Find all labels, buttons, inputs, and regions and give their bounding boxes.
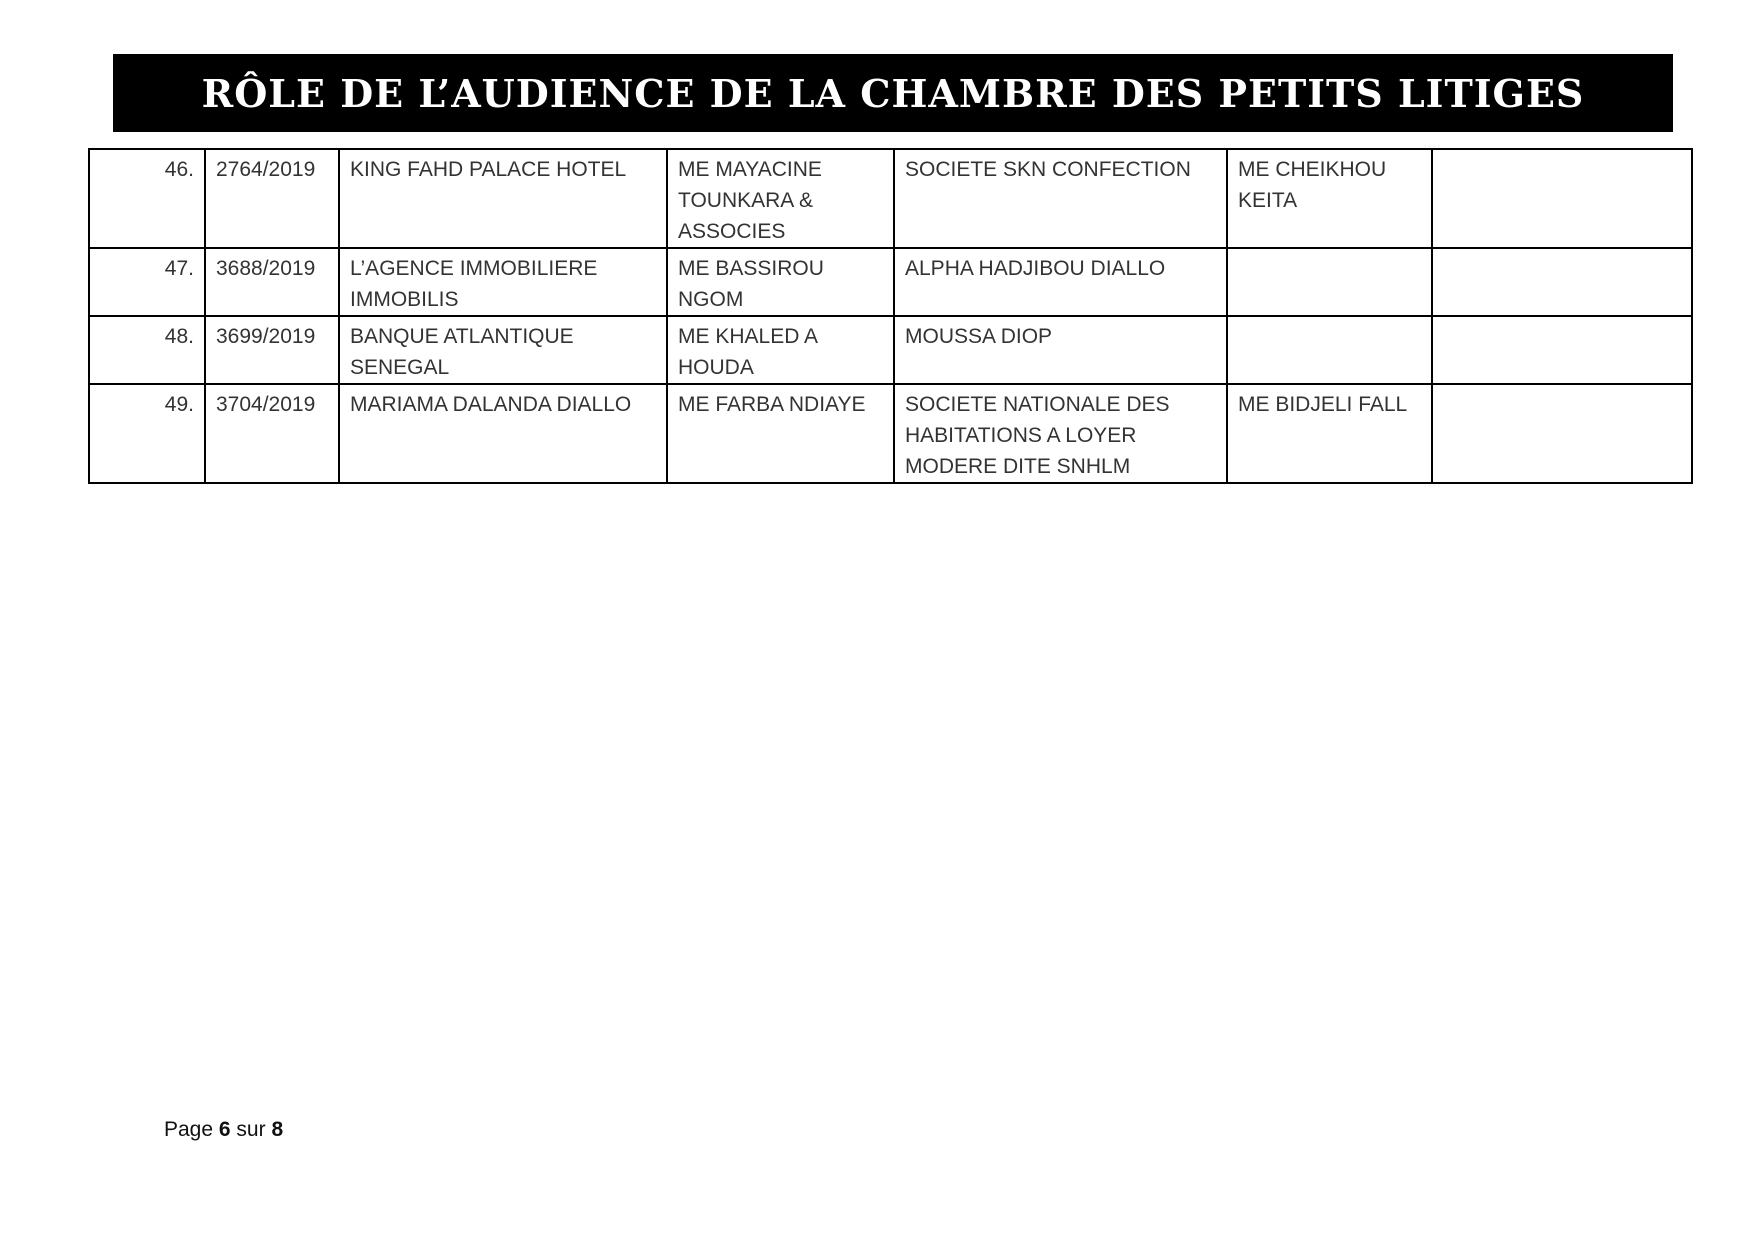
- plaintiff-lawyer: ME BASSIROU NGOM: [667, 248, 894, 316]
- plaintiff-lawyer: ME KHALED A HOUDA: [667, 316, 894, 384]
- observation: [1432, 384, 1692, 483]
- case-number: 2764/2019: [205, 149, 339, 248]
- total-pages-number: 8: [271, 1118, 284, 1141]
- defendant-lawyer: [1227, 316, 1432, 384]
- observation: [1432, 248, 1692, 316]
- case-number: 3688/2019: [205, 248, 339, 316]
- defendant-lawyer: ME BIDJELI FALL: [1227, 384, 1432, 483]
- table-row: [89, 248, 1692, 316]
- hearing-roll-table: [88, 148, 1693, 484]
- plaintiff: MARIAMA DALANDA DIALLO: [339, 384, 667, 483]
- defendant: SOCIETE SKN CONFECTION: [894, 149, 1227, 248]
- current-page-number: 6: [218, 1118, 231, 1141]
- header-banner: [113, 54, 1673, 132]
- defendant: MOUSSA DIOP: [894, 316, 1227, 384]
- table-row: [89, 316, 1692, 384]
- defendant: ALPHA HADJIBOU DIALLO: [894, 248, 1227, 316]
- row-number: 49.: [89, 384, 205, 483]
- table-row: [89, 384, 1692, 483]
- defendant-lawyer: ME CHEIKHOU KEITA: [1227, 149, 1432, 248]
- plaintiff: L’AGENCE IMMOBILIERE IMMOBILIS: [339, 248, 667, 316]
- observation: [1432, 316, 1692, 384]
- row-number: 47.: [89, 248, 205, 316]
- observation: [1432, 149, 1692, 248]
- case-number: 3699/2019: [205, 316, 339, 384]
- table-row: [89, 149, 1692, 248]
- row-number: 48.: [89, 316, 205, 384]
- case-number: 3704/2019: [205, 384, 339, 483]
- page-label: Page: [164, 1118, 214, 1141]
- defendant-lawyer: [1227, 248, 1432, 316]
- of-label: sur: [236, 1118, 266, 1141]
- plaintiff-lawyer: ME FARBA NDIAYE: [667, 384, 894, 483]
- page-footer: [164, 1118, 283, 1142]
- page-title: RÔLE DE L’AUDIENCE DE LA CHAMBRE DES PETITS LITIGES: [201, 70, 1585, 116]
- plaintiff: KING FAHD PALACE HOTEL: [339, 149, 667, 248]
- defendant: SOCIETE NATIONALE DES HABITATIONS A LOYER MODERE DITE SNHLM: [894, 384, 1227, 483]
- plaintiff-lawyer: ME MAYACINE TOUNKARA & ASSOCIES: [667, 149, 894, 248]
- plaintiff: BANQUE ATLANTIQUE SENEGAL: [339, 316, 667, 384]
- row-number: 46.: [89, 149, 205, 248]
